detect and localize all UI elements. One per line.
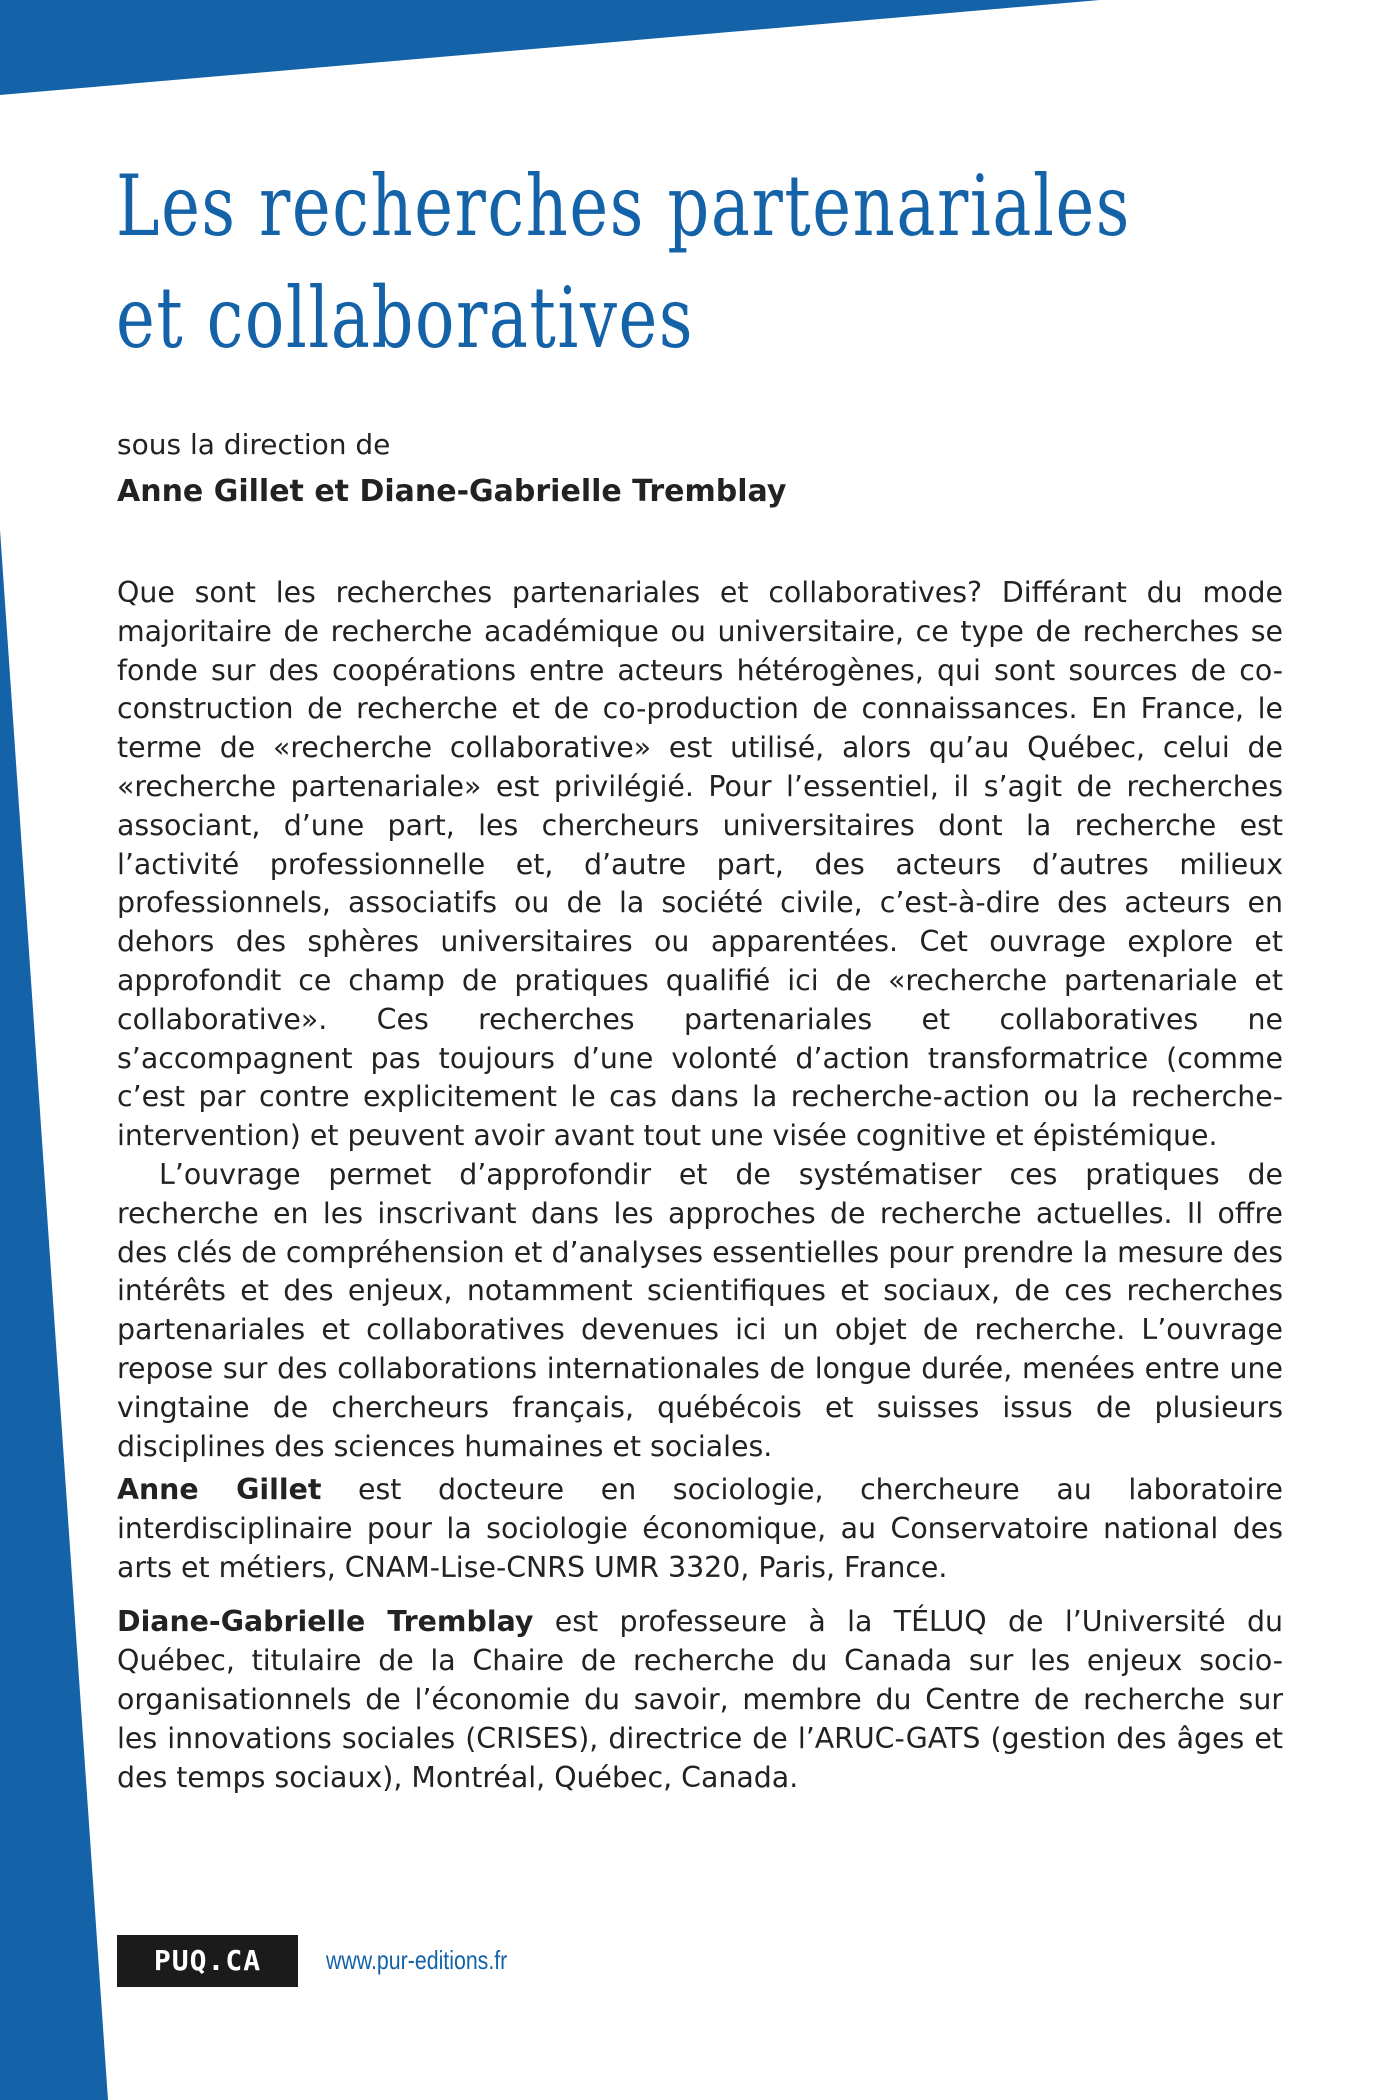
- title-line-1: Les recherches partenariales: [116, 157, 1131, 255]
- top-blue-band: [0, 0, 1100, 95]
- puq-logo: PUQ.CA: [117, 1935, 298, 1987]
- bio-text: est professeure à la TÉLUQ de l’Université du Québec, titulaire de la Chaire de recherche du Canada sur les enjeux socio-organisationnels de l’économie du savoir, membre du Centre de recherche sur les innovations sociales (CRISES), directrice de l’ARUC-GATS (gestion des âges et des temps sociaux), Montréal, Québec, Canada.: [117, 1605, 1284, 1794]
- book-title: [116, 150, 1131, 374]
- editors-names: Anne Gillet et Diane-Gabrielle Tremblay: [117, 474, 787, 509]
- title-line-2: et collaboratives: [116, 269, 695, 367]
- left-blue-band: [0, 530, 108, 2100]
- bio-name: Anne Gillet: [117, 1473, 322, 1506]
- abstract-paragraph-1: Que sont les recherches partenariales et collaboratives? Différant du mode majoritaire de recherche académique ou universitaire, ce type de recherches se fonde sur des coopérations entre acteurs hétérogènes, qui sont sources de co-construction de recherche et de co-production de connaissances. En France, le terme de «recherche collaborative» est utilisé, alors qu’au Québec, celui de «recherche partenariale» est privilégié. Pour l’essentiel, il s’agit de recherches associant, d’une part, les chercheurs universitaires dont la recherche est l’activité professionnelle et, d’autre part, des acteurs d’autres milieux professionnels, associatifs ou de la société civile, c’est-à-dire des acteurs en dehors des sphères universitaires ou apparentées. Cet ouvrage explore et approfondit ce champ de pratiques qualifié ici de «recherche partenariale et collaborative». Ces recherches partenariales et collaboratives ne s’accompagnent pas toujours d’une volonté d’action transformatrice (comme c’est par contre explicitement le cas dans la recherche-action ou la recherche-intervention) et peuvent avoir avant tout une visée cognitive et épistémique.: [117, 576, 1283, 1153]
- publisher-website[interactable]: www.pur-editions.fr: [326, 1945, 508, 1975]
- author-bios: [117, 1471, 1283, 1813]
- bio-anne-gillet: [117, 1471, 1283, 1587]
- bio-diane-gabrielle-tremblay: [117, 1603, 1283, 1797]
- bio-name: Diane-Gabrielle Tremblay: [117, 1605, 534, 1639]
- bio-text: est docteure en sociologie, chercheure au laboratoire interdisciplinaire pour la sociologie économique, au Conservatoire national des arts et métiers, CNAM-Lise-CNRS UMR 3320, Paris, France.: [117, 1473, 1283, 1584]
- direction-label: sous la direction de: [117, 428, 391, 461]
- book-abstract: [117, 574, 1283, 1466]
- abstract-paragraph-2: L’ouvrage permet d’approfondir et de systématiser ces pratiques de recherche en les inscrivant dans les approches de recherche actuelles. Il offre des clés de compréhension et d’analyses essentielles pour prendre la mesure des intérêts et des enjeux, notamment scientifiques et sociaux, de ces recherches partenariales et collaboratives devenues ici un objet de recherche. L’ouvrage repose sur des collaborations internationales de longue durée, menées entre une vingtaine de chercheurs français, québécois et suisses issus de plusieurs disciplines des sciences humaines et sociales.: [117, 1157, 1283, 1463]
